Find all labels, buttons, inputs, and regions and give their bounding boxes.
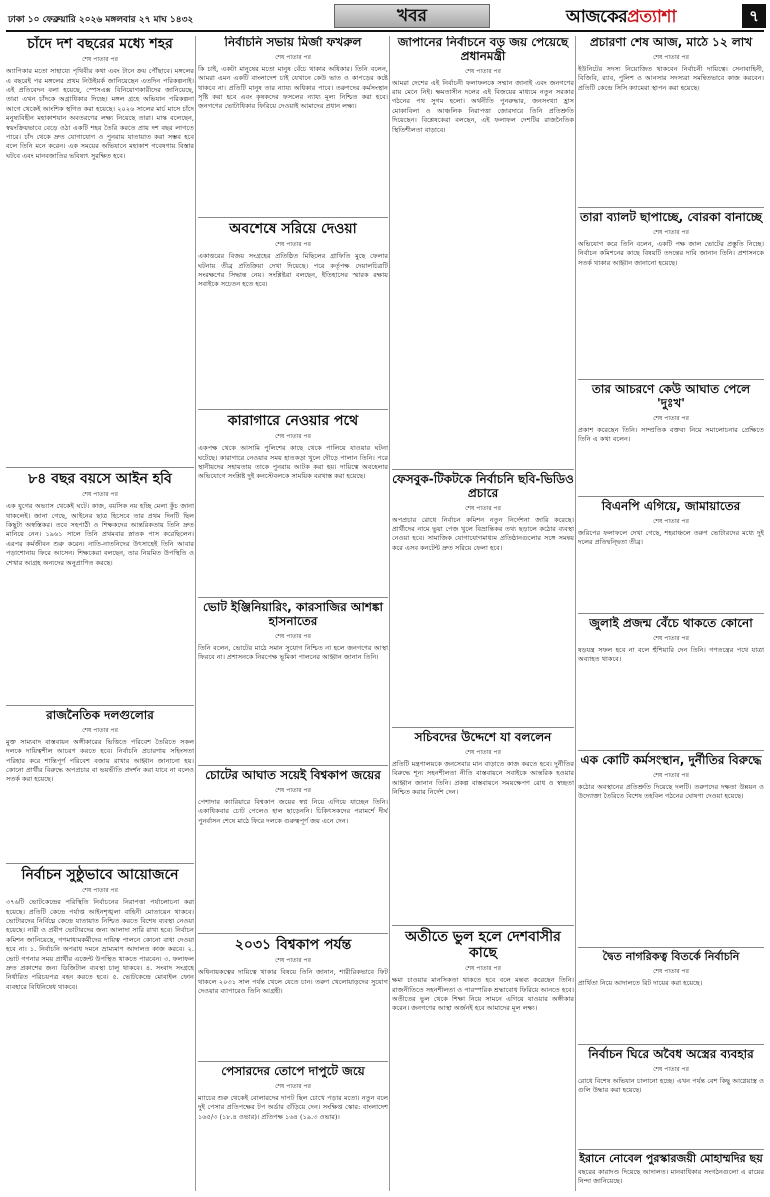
continued-label: শেষ পাতার পর [275, 957, 311, 965]
headline: অবশেষে সরিয়ে দেওয়া [229, 221, 357, 237]
continued-label: শেষ পাতার পর [82, 887, 118, 895]
headline: তারা ব্যালট ছাপাচ্ছে, বোরকা বানাচ্ছে [580, 210, 762, 224]
column-2 [198, 36, 388, 1193]
column-4 [578, 36, 764, 1193]
article-body: অপপ্রচার রোধে নির্বাচন কমিশন নতুন নির্দেশনা জারি করেছে। প্রার্থীদের নামে ভুয়া পেজ খুলে বিভ্রান্তিকর তথ্য ছড়ালে কঠোর ব্যবস্থা নেওয়া হবে। সামাজিক যোগাযোগমাধ্যম প্রতিষ্ঠানগুলোর সঙ্গে সমন্বয় করে এসব কনটেন্ট দ্রুত সরিয়ে ফেলা হবে। [392, 515, 574, 552]
headline: ফেসবুক-টিকটকে নির্বাচনি ছবি-ভিডিও প্রচারে [392, 472, 574, 500]
continued-label: শেষ পাতার পর [275, 1082, 311, 1090]
article-body: পেশাদার ক্যারিয়ারে বিশ্বকাপ জয়ের স্বপ্ন নিয়ে এগিয়ে যাচ্ছেন তিনি। একাধিকবার চোট পেলেও হাল ছাড়েননি। চিকিৎসকদের পরামর্শে দীর্ঘ পুনর্বাসন শেষে মাঠে ফিরে দলকে গুরুত্বপূর্ণ জয় এনে দেন। [198, 797, 388, 825]
continued-label: শেষ পাতার পর [275, 433, 311, 441]
article [6, 702, 194, 852]
continued-label: শেষ পাতার পর [82, 491, 118, 499]
headline: অতীতে ভুল হলে দেশবাসীর কাছে [405, 929, 561, 962]
article-body: ষড়যন্ত্র সফল হবে না বলে হুঁশিয়ারি দেন তিনি। গণতন্ত্রের পথে যাত্রা অব্যাহত থাকবে। [578, 645, 764, 664]
headline: দ্বৈত নাগরিকত্ব বিতর্কে নির্বাচনি [602, 950, 740, 963]
article-body: একপক্ষ থেকে আসামি পুলিশের কাছে থেকে পালিয়ে যাওয়ার ঘটনা ঘটেছে। কারাগারে নেওয়ার সময় হাতকড়া খুলে দৌড়ে পালান তিনি। পরে স্থানীয়দের সহায়তায় তাকে পুনরায় আটক করা হয়। দায়িত্বে অবহেলার অভিযোগে সংশ্লিষ্ট দুই কনস্টেবলকে সাময়িক বরখাস্ত করা হয়েছে। [198, 444, 388, 481]
column-3 [392, 36, 574, 1193]
continued-label: শেষ পাতার পর [465, 965, 501, 973]
article [6, 36, 194, 456]
logo-main-text: আজকের [566, 7, 628, 27]
article-body: ইউনিটের সদস্য নিয়োজিত থাকবেন নির্বাচনী দায়িত্বে। সেনাবাহিনী, বিজিবি, র‍্যাব, পুলিশ ও আনসার সদস্যরা সমন্বিতভাবে কাজ করবেন। প্রতিটি কেন্দ্রে সিসি ক্যামেরা স্থাপন করা হয়েছে। [578, 64, 764, 92]
continued-label: শেষ পাতার পর [653, 967, 689, 975]
article-body: আমরা দেশের এই নির্বাচনী ফলাফলকে সম্মান জানাই এবং জনগণের রায় মেনে নিই। ক্ষমতাসীন দলের এই বিজয়ের মাধ্যমে নতুন সরকার গঠনের পথ সুগম হলো। অর্থনীতি পুনরুদ্ধার, জনসংখ্যা হ্রাস মোকাবিলা ও আঞ্চলিক নিরাপত্তা জোরদারে তিনি প্রতিশ্রুতি দিয়েছেন। বিশ্লেষকেরা বলছেন, এই ফলাফল দেশটির রাজনৈতিক স্থিতিশীলতা বাড়াবে। [392, 78, 574, 134]
article [6, 860, 194, 1193]
divider [198, 933, 388, 934]
headline: জাপানের নির্বাচনে বড় জয় পেয়েছে প্রধানমন্ত্রী [397, 36, 569, 63]
headline: ২০৩১ বিশ্বকাপ পর্যন্ত [234, 937, 352, 953]
article-body: বছরের কারাদণ্ড দিয়েছে আদালত। মানবাধিকার সংগঠনগুলো এ রায়ের নিন্দা জানিয়েছে। [578, 1167, 764, 1186]
article-body: প্রতিটি মন্ত্রণালয়কে জনসেবার মান বাড়াতে কাজ করতে হবে। দুর্নীতির বিরুদ্ধে শূন্য সহনশীলতা নীতি বাস্তবায়নে সবাইকে আন্তরিক হওয়ার আহ্বান জানান তিনি। প্রকল্প বাস্তবায়নে সময়ক্ষেপণ রোধ ও স্বচ্ছতা নিশ্চিত করার নির্দেশ দেন। [392, 759, 574, 797]
article [198, 406, 388, 586]
continued-label: শেষ পাতার পর [275, 241, 311, 249]
divider [6, 467, 194, 468]
column-divider [389, 36, 390, 1191]
article [198, 594, 388, 754]
article [392, 724, 574, 914]
headline: প্রচারণা শেষ আজ, মাঠে ১২ লাখ [589, 36, 753, 49]
divider [198, 765, 388, 766]
article [578, 204, 764, 369]
divider [198, 409, 388, 410]
column-divider [195, 36, 196, 1191]
continued-label: শেষ পাতার পর [653, 634, 689, 642]
continued-label: শেষ পাতার পর [653, 414, 689, 422]
headline: জুলাই প্রজন্ম বেঁচে থাকতে কোনো [589, 616, 753, 630]
divider [392, 925, 574, 926]
article-body: প্রার্থিতা নিয়ে আদালতে রিট দায়ের করা হয়েছে। [578, 978, 703, 987]
continued-label: শেষ পাতার পর [82, 726, 118, 734]
headline: নির্বাচনি সভায় মির্জা ফখরুল [224, 36, 362, 49]
divider [578, 1044, 764, 1045]
headline: রাজনৈতিক দলগুলোর [46, 708, 154, 722]
divider [578, 207, 764, 208]
newspaper-logo [566, 5, 738, 29]
article [578, 747, 764, 937]
masthead-rule [6, 30, 764, 32]
continued-label: শেষ পাতার পর [653, 771, 689, 779]
divider [578, 947, 764, 948]
divider [578, 496, 764, 497]
logo-accent-text: প্রত্যাশা [627, 7, 676, 27]
article [392, 466, 574, 716]
article [392, 36, 574, 456]
headline: নির্বাচন ঘিরে অবৈধ অস্ত্রের ব্যবহার [588, 1047, 754, 1061]
continued-label: শেষ পাতার পর [653, 517, 689, 525]
headline: চোটের আঘাত সয়েই বিশ্বকাপ জয়ের [205, 768, 381, 782]
divider [392, 469, 574, 470]
headline: বিএনপি এগিয়ে, জামায়াতের [601, 499, 741, 513]
article-body: মুক্ত সাম্যবাদ বাস্তবায়ন অঙ্গীকারের ভিত্তিতে পরিবেশ তৈরিতে সকল দলকে দায়িত্বশীল আচরণ করতে হবে। নির্বাচনি প্রচারণায় সহিংসতা পরিহার করে শান্তিপূর্ণ পরিবেশ বজায় রাখার আহ্বান জানানো হয়। কোনো প্রার্থীর বিরুদ্ধে অপপ্রচার বা ভয়ভীতি প্রদর্শন করা যাবে না বলেও সতর্ক করা হয়েছে। [6, 737, 194, 784]
article-body: ম্যাচের শুরু থেকেই বোলারদের দাপট ছিল চোখে পড়ার মতো। নতুন বলে দুই পেসার প্রতিপক্ষের টপ অর্ডার গুঁড়িয়ে দেন। সংক্ষিপ্ত স্কোর: বাংলাদেশ ১৬৫/৩ (১৮.৪ ওভার)। প্রতিপক্ষ ১৬৪ (১৯.৩ ওভার)। [198, 1093, 388, 1121]
headline: কারাগারে নেওয়ার পথে [227, 413, 359, 429]
article [392, 922, 574, 1193]
section-title: খবর [334, 4, 490, 28]
article-body: এক যুগের অভ্যাস থেকেই ঘটে। কাজ, বয়সিক নয় হচ্ছি মেলা কুঁচ জানা থাকলেই। জানা গেছে, আইনের ছাত্র হিসেবে তার প্রথম দিনটি ছিল কিছুটা অস্বস্তিকর। তবে সহপাঠী ও শিক্ষকদের আন্তরিকতায় তিনি দ্রুত মানিয়ে নেন। ১৯৬১ সালে তিনি প্রথমবার স্নাতক পাস করেছিলেন। এরপর কর্মজীবন শুরু করেন। নাতি-নাতনিদের উৎসাহেই তিনি আবার পড়াশোনায় ফিরে আসেন। শিক্ষকেরা বলছেন, তার নিয়মিত উপস্থিতি ও শেখার আগ্রহ অন্যদের অনুপ্রাণিত করছে। [6, 502, 194, 567]
article [578, 944, 764, 1034]
article [578, 376, 764, 486]
article [198, 930, 388, 1050]
article-body: জরিপের ফলাফলে দেখা গেছে, শহরাঞ্চলে তরুণ ভোটারদের মধ্যে দুই দলের প্রতিদ্বন্দ্বিতা তীব্র। [578, 528, 764, 547]
masthead [6, 4, 764, 32]
article-body: কঠোর অবস্থানের প্রতিশ্রুতি দিয়েছে দলটি। তরুণদের দক্ষতা উন্নয়ন ও উদ্যোক্তা তৈরিতে বিশেষ তহবিল গঠনের ঘোষণা দেওয়া হয়েছে। [578, 782, 764, 801]
continued-label: শেষ পাতার পর [653, 53, 689, 61]
headline: সচিবদের উদ্দেশে যা বললেন [414, 730, 552, 744]
article-body: তিনি বলেন, ভোটের মাঠে সমান সুযোগ নিশ্চিত না হলে জনগণের আস্থা ফিরবে না। প্রশাসনকে নিরপেক্ষ ভূমিকা পালনের আহ্বান জানান তিনি। [198, 643, 388, 661]
article-body: একাত্তরের বিজয় সংগ্রহের প্রতিষ্ঠিত মিছিলের গ্রাফিতি মুছে ফেলার ঘটনায় তীব্র প্রতিক্রিয়া দেখা দিয়েছে। পরে কর্তৃপক্ষ দেয়ালচিত্রটি সংরক্ষণের সিদ্ধান্ত নেয়। সংশ্লিষ্টরা বলছেন, ইতিহাসের স্মারক রক্ষায় সবাইকে সচেতন হতে হবে। [198, 252, 388, 289]
article-body: অ্যাপিকার মতো সাহায্যে পৃথিবীর কথা এবং টানে ক্রয় পৌঁছাবে। মঙ্গলের এ বছরেই পর মঙ্গলের প্রথম নিউইয়র্ক জানিয়েছেন এতদিন পরিকল্পনাই। এই প্রতিবেদন বলা হয়েছে, স্পেসএক্স বিনিয়োগকারীদের জানিয়েছে, তারা এখন চাঁদকে অগ্রাধিকার দিচ্ছে। মঙ্গল গ্রহে অভিযান পরিকল্পনা আগে থেকেই আংশিক স্থগিত করা হয়েছে। ২০২৬ সালের মার্চ মাসে চাঁদে মনুষ্যবিহীন মহাকাশযান অবতরণের লক্ষ্য নিয়েছে তারা। মাস্ক বলেছেন, স্বয়ংক্রিয়ভাবে বেড়ে ওঠা একটি শহর তৈরি করতে প্রায় দশ বছর লাগতে পারে। চাঁদ থেকে দ্রুত যোগাযোগ ও পুনরায় যাতায়াত করা সম্ভব হবে বলে তিনি মনে করেন। এক সময়ের অভিযানে মহাকাশ গবেষণায় বিস্তার ঘটবে এবং মানবজাতির ভবিষ্যৎ সুরক্ষিত হবে। [6, 67, 194, 160]
divider [578, 750, 764, 751]
continued-label: শেষ পাতার পর [465, 67, 501, 75]
page-number: ৭ [742, 4, 766, 28]
continued-label: শেষ পাতার পর [653, 1065, 689, 1073]
article [6, 464, 194, 694]
continued-label: শেষ পাতার পর [465, 748, 501, 756]
column-1 [6, 36, 194, 1193]
headline: নির্বাচন সুষ্ঠুভাবে আয়োজনে [21, 867, 179, 883]
headline: তার আচরণে কেউ আঘাত পেলে 'দুঃখ' [591, 382, 751, 410]
article-body: অভিযোগ করে তিনি বলেন, একটি পক্ষ জাল ভোটের প্রস্তুতি নিচ্ছে। নির্বাচন কমিশনের কাছে বিষয়টি তদন্তের দাবি জানান তিনি। প্রশাসনকে সতর্ক থাকার আহ্বান জানানো হয়েছে। [578, 239, 764, 267]
article [198, 762, 388, 922]
divider [6, 705, 194, 706]
article [198, 1058, 388, 1193]
article-body: রোধে বিশেষ অভিযান চালানো হচ্ছে। এখন পর্যন্ত বেশ কিছু আগ্নেয়াস্ত্র ও গুলি উদ্ধার করা হয়েছে। [578, 1076, 764, 1095]
continued-label: শেষ পাতার পর [275, 786, 311, 794]
article [578, 493, 764, 603]
article [198, 36, 388, 206]
continued-label: শেষ পাতার পর [82, 56, 118, 64]
article-body: অধিনায়কত্বের দায়িত্বে থাকার বিষয়ে তিনি জানান, শারীরিকভাবে ফিট থাকলে ২০৩১ সাল পর্যন্ত খেলে যেতে চান। তরুণ খেলোয়াড়দের সুযোগ দেওয়ার ব্যাপারেও তিনি আগ্রহী। [198, 968, 388, 995]
continued-label: শেষ পাতার পর [275, 53, 311, 61]
divider [198, 217, 388, 218]
article [578, 1146, 764, 1193]
divider [578, 613, 764, 614]
article-body: ক্ষমা চাওয়ার মানসিকতা থাকতে হবে বলে মন্তব্য করেছেন তিনি। রাজনীতিতে সহনশীলতা ও পারস্পরিক শ্রদ্ধাবোধ ফিরিয়ে আনতে হবে। অতীতের ভুল থেকে শিক্ষা নিয়ে সামনে এগিয়ে যাওয়ার অঙ্গীকার করেন। জনগণের আস্থা অর্জনই হবে আমাদের মূল লক্ষ্য। [392, 976, 574, 1013]
continued-label: শেষ পাতার পর [465, 504, 501, 512]
column-divider [575, 36, 576, 1191]
continued-label: শেষ পাতার পর [275, 632, 311, 640]
article-body: ৩৭৬টি ভোটকেন্দ্রের পরিস্থিতি নির্বাচনের নিরাপত্তা পর্যালোচনা করা হয়েছে। প্রতিটি কেন্দ্রে পর্যাপ্ত আইনশৃঙ্খলা বাহিনী মোতায়েন থাকবে। ভোটারদের নির্বিঘ্নে কেন্দ্রে যাতায়াত নিশ্চিত করতে বিশেষ ব্যবস্থা নেওয়া হয়েছে। নারী ও প্রবীণ ভোটারদের জন্য আলাদা সারি রাখা হবে। নির্বাচন কমিশন জানিয়েছে, গণমাধ্যমকর্মীদের দায়িত্ব পালনে কোনো বাধা দেওয়া হবে না। ১. নির্বাচনি অপরাধ দমনে ভ্রাম্যমাণ আদালত কাজ করবে। ২. ভোট গণনার সময় প্রার্থীর এজেন্ট উপস্থিত থাকতে পারবেন। ৩. ফলাফল দ্রুত প্রকাশের জন্য ডিজিটাল ব্যবস্থা চালু থাকবে। ৪. সংবাদ সংগ্রহে নির্ধারিত পরিচয়পত্র বহন করতে হবে। ৫. ভোটকেন্দ্রে মোবাইল ফোন ব্যবহারে বিধিনিষেধ থাকবে। [6, 898, 194, 991]
divider [392, 727, 574, 728]
headline: ভোট ইঞ্জিনিয়ারিং, কারসাজির আশঙ্কা হাসনাতের [203, 600, 383, 628]
headline: চাঁদে দশ বছরের মধ্যে শহর [27, 36, 173, 52]
article [198, 214, 388, 399]
article-body: প্রকাশ করেছেন তিনি। সাম্প্রতিক বক্তব্য নিয়ে সমালোচনার প্রেক্ষিতে তিনি এ কথা বলেন। [578, 425, 764, 443]
issue-date: ঢাকা ১০ ফেব্রুয়ারি ২০২৬ মঙ্গলবার ২৭ মাঘ ১৪৩২ [8, 15, 194, 25]
divider [578, 1149, 764, 1150]
headline: ইরানে নোবেল পুরস্কারজয়ী মোহাম্মদির ছয় [579, 1152, 763, 1165]
article [578, 610, 764, 740]
article-body: কি চাই, একটা মানুষের মতো মানুষ বেঁচে থাকার অধিকার। তিনি বলেন, আমরা এমন একটি বাংলাদেশ চাই যেখানে কেউ ভাত ও কাপড়ের কষ্টে থাকবে না। প্রতিটি মানুষ তার ন্যায্য অধিকার পাবে। তরুণদের কর্মসংস্থান সৃষ্টি করা হবে এবং কৃষকদের ফসলের ন্যায্য মূল্য নিশ্চিত করা হবে। জনগণের ভোটাধিকার ফিরিয়ে দেওয়াই আমাদের প্রধান লক্ষ্য। [198, 64, 388, 111]
headline: এক কোটি কর্মসংস্থান, দুর্নীতির বিরুদ্ধে [580, 753, 762, 767]
headline: পেসারদের তোপে দাপুটে জয়ে [221, 1064, 365, 1078]
article [578, 36, 764, 196]
divider [198, 1061, 388, 1062]
divider [6, 863, 194, 864]
article [578, 1041, 764, 1141]
continued-label: শেষ পাতার পর [653, 228, 689, 236]
divider [578, 379, 764, 380]
headline: ৮৪ বছর বয়সে আইন হবি [28, 471, 172, 487]
divider [198, 597, 388, 598]
